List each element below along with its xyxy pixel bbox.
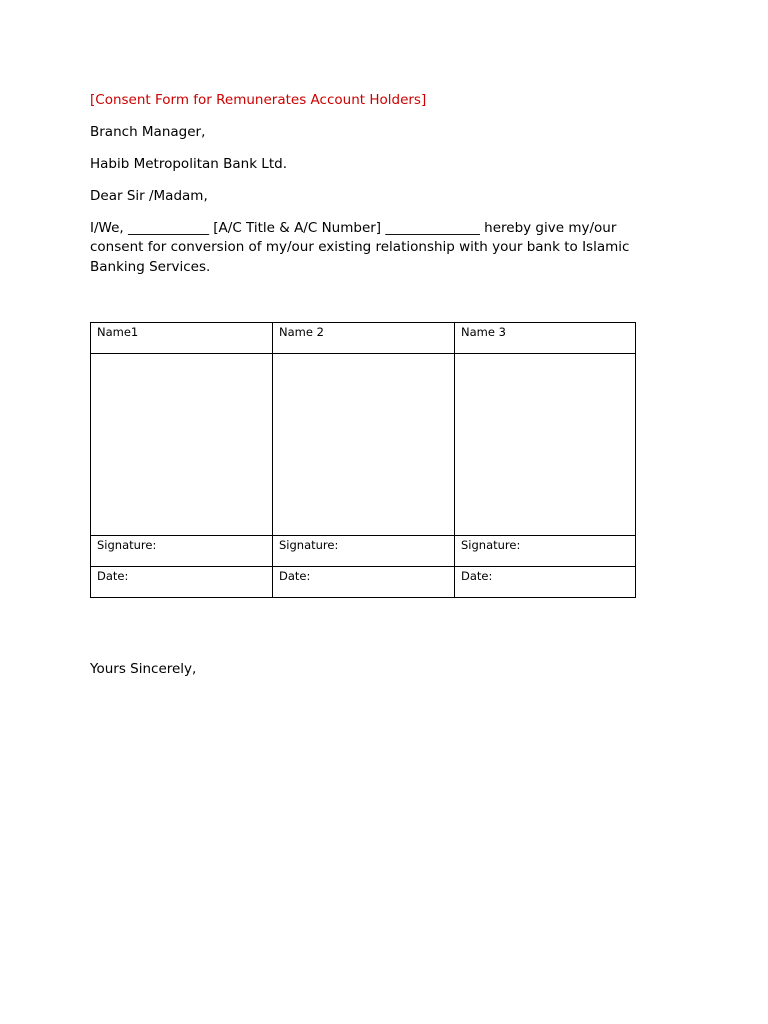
salutation: Dear Sir /Madam,	[90, 188, 208, 204]
signature-1-cell[interactable]: Signature:	[91, 536, 273, 567]
signature-3-cell[interactable]: Signature:	[455, 536, 636, 567]
table-header-row	[91, 323, 636, 354]
name-1-header: Name1	[91, 323, 273, 354]
signature-2-cell[interactable]: Signature:	[273, 536, 455, 567]
date-2-cell[interactable]: Date:	[273, 567, 455, 598]
name-2-header: Name 2	[273, 323, 455, 354]
recipient-line: Branch Manager,	[90, 124, 206, 140]
name-1-entry-cell[interactable]	[91, 354, 273, 536]
date-row	[91, 567, 636, 598]
name-2-entry-cell[interactable]	[273, 354, 455, 536]
bank-name: Habib Metropolitan Bank Ltd.	[90, 156, 287, 172]
name-entry-row	[91, 354, 636, 536]
name-3-entry-cell[interactable]	[455, 354, 636, 536]
consent-paragraph: I/We, ____________ [A/C Title & A/C Number] ______________ hereby give my/our consent for conversion of my/our existing relationship with your bank to Islamic Banking Services.	[90, 220, 630, 275]
form-title: [Consent Form for Remunerates Account Holders]	[90, 92, 427, 108]
name-3-header: Name 3	[455, 323, 636, 354]
signature-table	[90, 322, 636, 598]
date-1-cell[interactable]: Date:	[91, 567, 273, 598]
closing-line: Yours Sincerely,	[90, 661, 197, 677]
date-3-cell[interactable]: Date:	[455, 567, 636, 598]
signature-row	[91, 536, 636, 567]
